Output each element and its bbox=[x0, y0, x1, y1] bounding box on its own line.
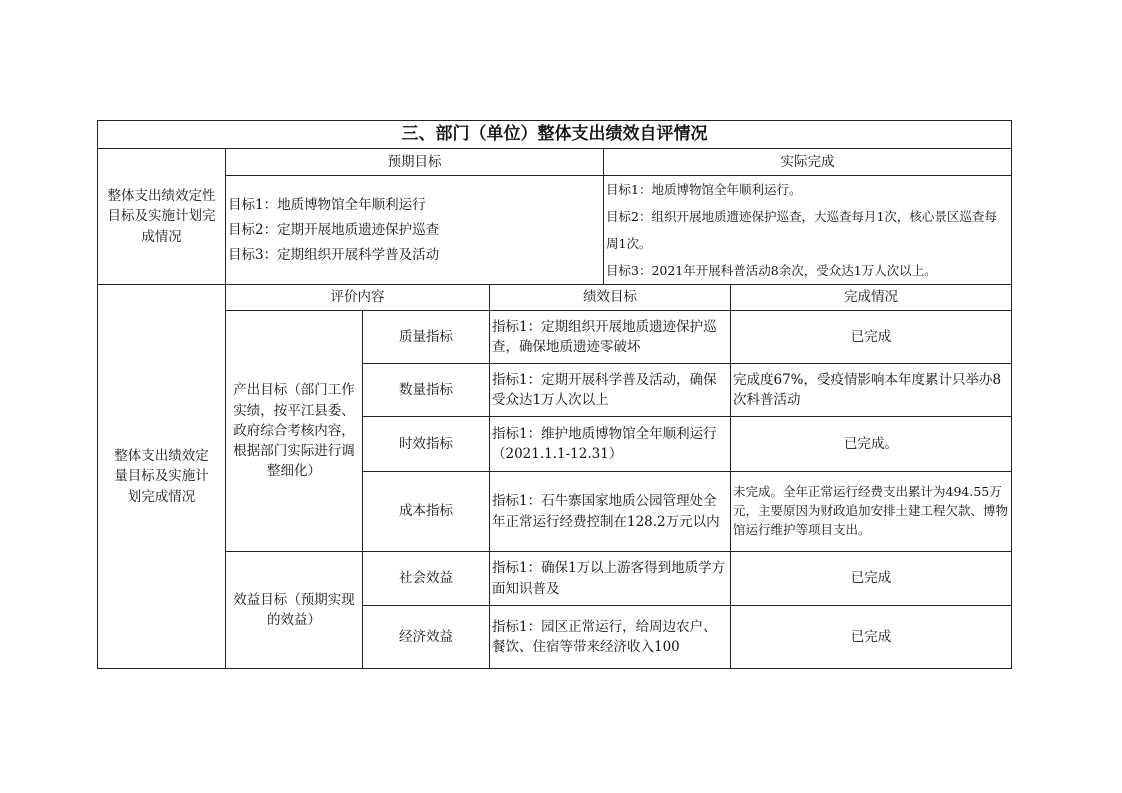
expected-goal-item: 目标3：定期组织开展科学普及活动 bbox=[228, 246, 440, 263]
completion-status-header: 完成情况 bbox=[731, 285, 1012, 311]
indicator-target: 指标1：园区正常运行，给周边农户、餐饮、住宿等带来经济收入100 bbox=[490, 606, 731, 669]
expected-goal-item: 目标2：定期开展地质遗迹保护巡查 bbox=[228, 221, 440, 238]
indicator-type: 社会效益 bbox=[363, 552, 490, 606]
actual-result-item: 目标1：地质博物馆全年顺利运行。 bbox=[606, 182, 802, 197]
indicator-type: 质量指标 bbox=[363, 311, 490, 364]
quantitative-section-label: 整体支出绩效定量目标及实施计划完成情况 bbox=[98, 285, 226, 669]
indicator-status: 已完成 bbox=[731, 606, 1012, 669]
indicator-status: 已完成 bbox=[731, 311, 1012, 364]
indicator-target: 指标1：确保1万以上游客得到地质学方面知识普及 bbox=[490, 552, 731, 606]
expected-goals-cell bbox=[226, 176, 604, 285]
indicator-status: 已完成。 bbox=[731, 417, 1012, 472]
qualitative-section-label: 整体支出绩效定性目标及实施计划完成情况 bbox=[98, 149, 226, 285]
benefit-goal-group: 效益目标（预期实现的效益） bbox=[226, 552, 363, 669]
indicator-type: 时效指标 bbox=[363, 417, 490, 472]
performance-table bbox=[97, 120, 1012, 669]
actual-results-cell bbox=[604, 176, 1012, 285]
indicator-target: 指标1：定期开展科学普及活动，确保受众达1万人次以上 bbox=[490, 364, 731, 417]
indicator-type: 数量指标 bbox=[363, 364, 490, 417]
indicator-target: 指标1：维护地质博物馆全年顺利运行（2021.1.1-12.31） bbox=[490, 417, 731, 472]
evaluation-content-header: 评价内容 bbox=[226, 285, 490, 311]
output-goal-group: 产出目标（部门工作实绩，按平江县委、政府综合考核内容，根据部门实际进行调整细化） bbox=[226, 311, 363, 552]
indicator-target: 指标1：定期组织开展地质遗迹保护巡查，确保地质遗迹零破坏 bbox=[490, 311, 731, 364]
performance-target-header: 绩效目标 bbox=[490, 285, 731, 311]
indicator-target: 指标1：石牛寨国家地质公园管理处全年正常运行经费控制在128.2万元以内 bbox=[490, 472, 731, 552]
indicator-status: 完成度67%，受疫情影响本年度累计只举办8次科普活动 bbox=[731, 364, 1012, 417]
actual-result-item: 目标2：组织开展地质遗迹保护巡查，大巡查每月1次，核心景区巡查每周1次。 bbox=[606, 209, 997, 251]
table-title: 三、部门（单位）整体支出绩效自评情况 bbox=[98, 121, 1012, 149]
indicator-type: 成本指标 bbox=[363, 472, 490, 552]
indicator-status: 未完成。全年正常运行经费支出累计为494.55万元，主要原因为财政追加安排土建工程欠款、博物馆运行维护等项目支出。 bbox=[731, 472, 1012, 552]
expected-goals-header: 预期目标 bbox=[226, 149, 604, 176]
expected-goal-item: 目标1：地质博物馆全年顺利运行 bbox=[228, 196, 426, 213]
indicator-status: 已完成 bbox=[731, 552, 1012, 606]
indicator-type: 经济效益 bbox=[363, 606, 490, 669]
actual-results-header: 实际完成 bbox=[604, 149, 1012, 176]
actual-result-item: 目标3：2021年开展科普活动8余次，受众达1万人次以上。 bbox=[606, 263, 937, 278]
